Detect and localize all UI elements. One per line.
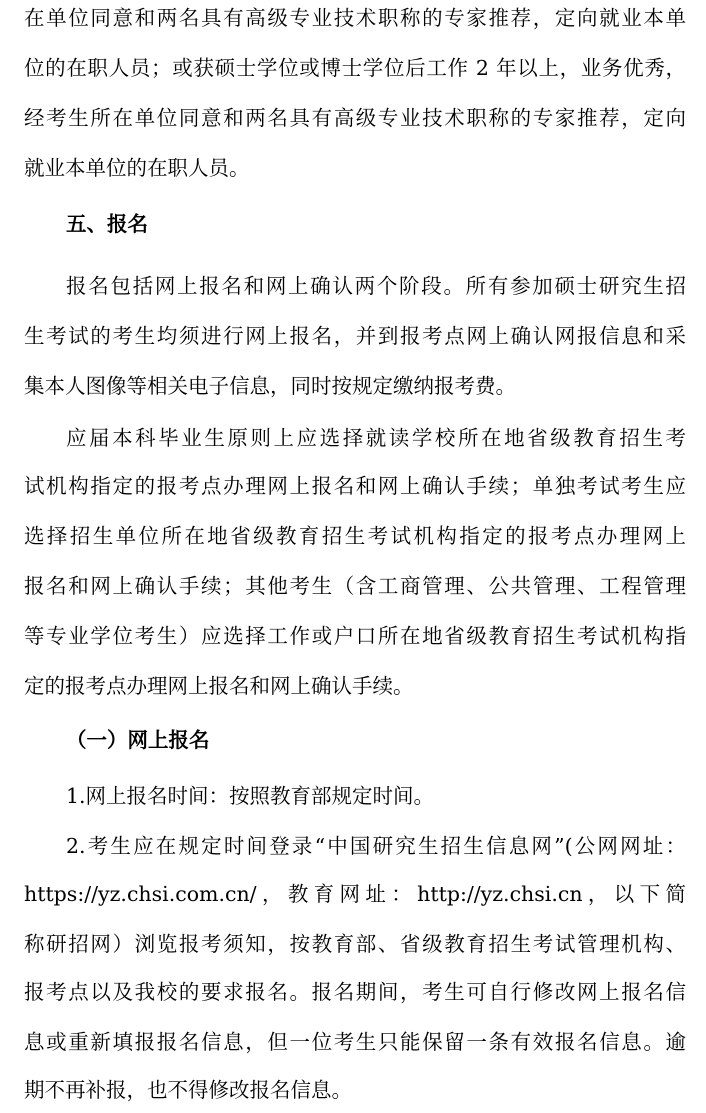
paragraph-1-line-4: 就业本单位的在职人员。 [24,156,250,180]
paragraph-3-line-4: 报名和网上确认手续；其他考生（含工商管理、公共管理、工程管理 [24,574,686,598]
paragraph-3-line-5: 等专业学位考生）应选择工作或户口所在地省级教育招生考试机构指 [24,624,686,648]
paragraph-2-line-2: 生考试的考生均须进行网上报名，并到报考点网上确认网报信息和采 [24,324,686,348]
paragraph-1-line-1: 在单位同意和两名具有高级专业技术职称的专家推荐，定向就业本单 [24,6,686,30]
item-2-line-5: 息或重新填报报名信息，但一位考生只能保留一条有效报名信息。逾 [24,1030,686,1054]
section-5-heading: 五、报名 [66,212,148,236]
paragraph-3-line-2: 试机构指定的报考点办理网上报名和网上确认手续；单独考试考生应 [24,474,686,498]
paragraph-3-line-6: 定的报考点办理网上报名和网上确认手续。 [24,674,414,698]
paragraph-1-line-3: 经考生所在单位同意和两名具有高级专业技术职称的专家推荐，定向 [24,106,686,130]
paragraph-1-line-2: 位的在职人员；或获硕士学位或博士学位后工作 2 年以上，业务优秀， [24,56,686,80]
item-2-line-4: 报考点以及我校的要求报名。报名期间，考生可自行修改网上报名信 [24,980,686,1004]
subsection-1-heading: （一）网上报名 [66,728,210,752]
paragraph-3-line-1: 应届本科毕业生原则上应选择就读学校所在地省级教育招生考 [66,426,686,450]
item-2-line-6: 期不再补报，也不得修改报名信息。 [24,1078,352,1102]
item-2-line-2: https://yz.chsi.com.cn/，教育网址：http://yz.chsi.cn，以下简 [24,882,686,906]
item-1-text: 1.网上报名时间：按照教育部规定时间。 [66,784,435,808]
item-2-line-3: 称研招网）浏览报考须知，按教育部、省级教育招生考试管理机构、 [24,932,686,956]
paragraph-3-line-3: 选择招生单位所在地省级教育招生考试机构指定的报考点办理网上 [24,524,686,548]
paragraph-2-line-3: 集本人图像等相关电子信息，同时按规定缴纳报考费。 [24,374,516,398]
item-2-line-1: 2.考生应在规定时间登录“中国研究生招生信息网”(公网网址： [66,834,686,858]
paragraph-2-line-1: 报名包括网上报名和网上确认两个阶段。所有参加硕士研究生招 [66,274,686,298]
